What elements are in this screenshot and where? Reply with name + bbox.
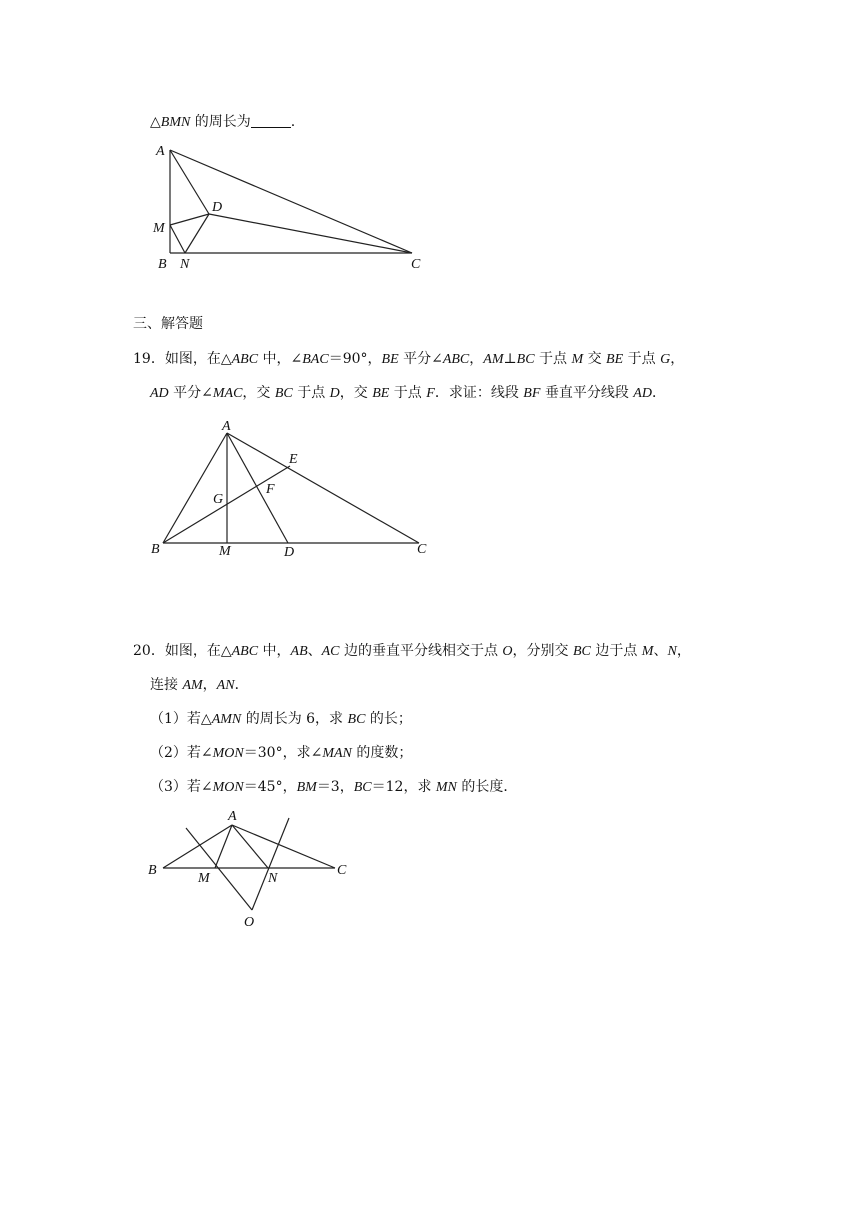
q20-line1: 20．如图，在△ABC 中，AB、AC 边的垂直平分线相交于点 O，分别交 BC 边于点 M、N，: [133, 643, 691, 659]
label-M: M: [153, 221, 165, 236]
label-C: C: [337, 863, 347, 878]
q20-sub2: （2）若∠MON＝30°，求∠MAN 的度数；: [150, 745, 413, 761]
label-M: M: [198, 871, 210, 886]
q20-sub1: （1）若△AMN 的周长为 6，求 BC 的长；: [150, 711, 412, 727]
label-N: N: [268, 871, 278, 886]
label-F: F: [266, 482, 275, 497]
q18-tail-line: △BMN 的周长为 .: [150, 114, 296, 130]
label-N: N: [180, 257, 190, 272]
q19-line1: 19．如图，在△ABC 中，∠BAC＝90°，BE 平分∠ABC，AM⊥BC 于点 M 交 BE 于点 G，: [133, 351, 685, 367]
label-C: C: [417, 542, 427, 557]
label-C: C: [411, 257, 421, 272]
q20-line2: 连接 AM，AN．: [150, 677, 249, 693]
q20-sub3: （3）若∠MON＝45°，BM＝3，BC＝12，求 MN 的长度．: [150, 779, 518, 795]
label-M: M: [219, 544, 231, 559]
label-A: A: [156, 144, 165, 159]
label-A: A: [222, 419, 231, 434]
section-title: 三、解答题: [133, 316, 203, 332]
label-D: D: [212, 200, 223, 215]
label-B: B: [151, 542, 160, 557]
label-B: B: [158, 257, 167, 272]
label-G: G: [213, 492, 224, 507]
label-E: E: [289, 452, 298, 467]
label-O: O: [244, 915, 255, 930]
label-B: B: [148, 863, 157, 878]
label-A: A: [228, 809, 237, 824]
label-D: D: [284, 545, 295, 560]
q19-line2: AD 平分∠MAC，交 BC 于点 D，交 BE 于点 F．求证：线段 BF 垂直平分线段 AD．: [150, 385, 666, 401]
